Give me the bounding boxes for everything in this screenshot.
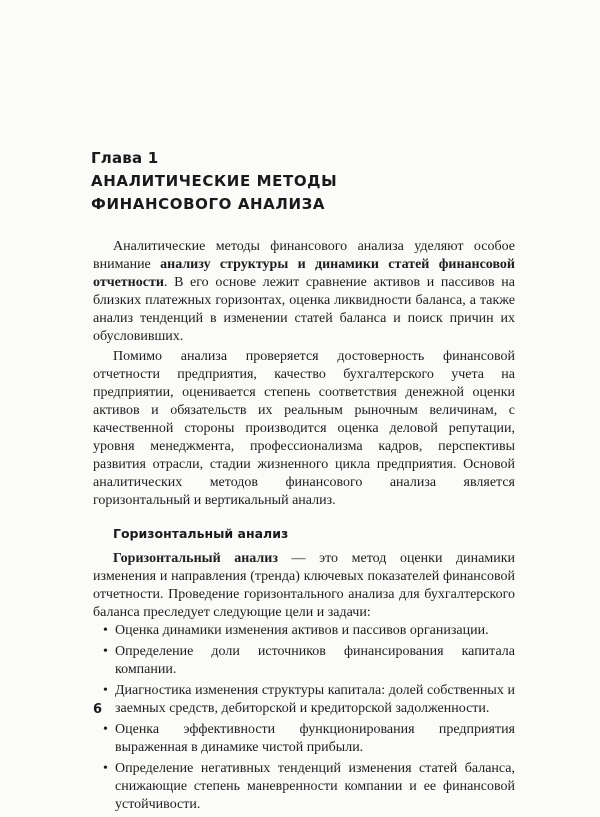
paragraph-verification: Помимо анализа проверяется достоверность финансовой отчетности предприятия, качество бухгалтерского учета на предприятии, оценивается степень соответствия денежной оценки активов и обязательств их реальным рыночным величинам, с качественной стороны производится оценка деловой репутации, уровня менеджмента, профессионализма кадров, перспективы развития отрасли, стадии жизненного цикла предприятия. Основой аналитических методов финансового анализа является горизонтальный и вертикальный анализ. [93,349,515,508]
paragraph-intro-emphasis: анализу структуры и динамики статей финансовой отчетности [93,257,515,290]
list-item: • Диагностика изменения структуры капитала: долей собственных и заемных средств, дебиторской и кредиторской задолженности. [115,682,515,718]
list-item: • Оценка эффективности функционирования предприятия выраженная в динамике чистой прибыли. [115,721,515,757]
paragraph-intro [93,238,515,346]
paragraph-horizontal-analysis [93,550,515,622]
chapter-heading [91,148,531,216]
paragraph-intro-rest: . В его основе лежит сравнение активов и пассивов на близких платежных горизонтах, оценка ликвидности баланса, а также анализ тенденций в изменении статей баланса и поиск причин их обусловивших. [93,275,515,344]
list-item: • Оценка динамики изменения активов и пассивов организации. [115,622,515,640]
list-item: • Определение доли источников финансирования капитала компании. [115,643,515,679]
paragraph-horizontal-analysis-rest: — это метод оценки динамики изменения и направления (тренда) ключевых показателей финансовой отчетности. Проведение горизонтального анализа для бухгалтерского баланса преследует следующие цели и задачи: [93,551,515,620]
chapter-title [91,170,531,216]
list-item: • Определение негативных тенденций изменения статей баланса, снижающие степень маневренности компании и ее финансовой устойчивости. [115,760,515,814]
page-body [93,238,515,817]
goals-list [93,622,515,814]
chapter-title-line-1: АНАЛИТИЧЕСКИЕ МЕТОДЫ [91,172,338,190]
term-horizontal-analysis: Горизонтальный анализ [113,551,278,566]
paragraph-intro-lead: Аналитические методы финансового анализа уделяют особое внимание [93,239,515,272]
page-number: 6 [93,702,103,717]
chapter-label: Глава 1 [91,149,159,167]
section-heading: Горизонтальный анализ [113,526,289,541]
chapter-title-line-2: ФИНАНСОВОГО АНАЛИЗА [91,195,326,213]
